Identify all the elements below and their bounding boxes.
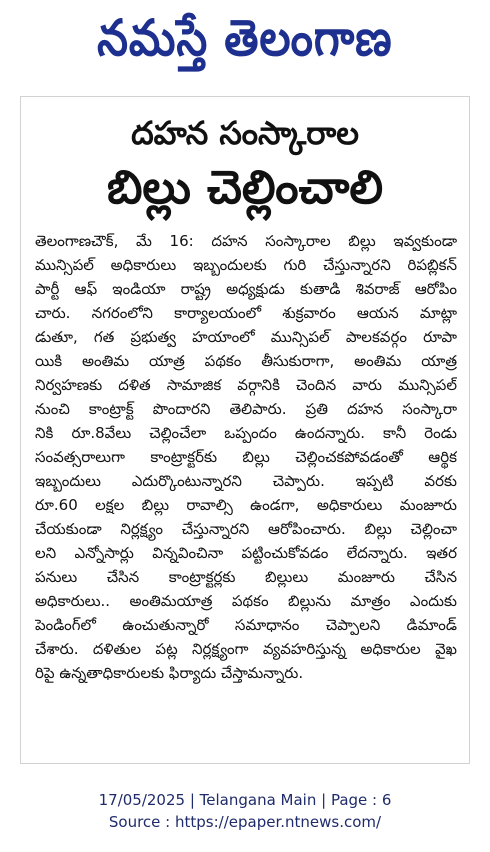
- body-line: నుంచి కాంట్రాక్ట్ పొందారని తెలిపారు. ప్రతి దహన సంస్కారా: [35, 400, 457, 418]
- body-line: రిపై ఉన్నతాధికారులకు ఫిర్యాదు చేస్తామన్నారు.: [35, 664, 304, 682]
- newspaper-masthead: [0, 0, 490, 80]
- body-line: యికి అంతిమ యాత్ర పథకం తీసుకురాగా, అంతిమ యాత్ర: [35, 352, 457, 370]
- body-line: సంవత్సరాలుగా కాంట్రాక్టర్‌కు బిల్లు చెల్లించకపోవడంతో ఆర్థిక: [35, 448, 457, 466]
- body-line: రూ.60 లక్షల బిల్లు రావాల్సి ఉండగా, అధికారులు మంజూరు: [35, 496, 457, 514]
- body-line: పార్టీ ఆఫ్ ఇండియా రాష్ట్ర అధ్యక్షుడు కుతాడి శివరాజ్ ఆరోపిం: [35, 280, 457, 298]
- source-link[interactable]: Source : https://epaper.ntnews.com/: [108, 813, 382, 831]
- headline-line-2: బిల్లు చెల్లించాలి: [106, 160, 384, 214]
- headline-line-1: దహన సంస్కారాల: [131, 114, 359, 152]
- body-line: చేశారు. దళితుల పట్ల నిర్లక్ష్యంగా వ్యవహరిస్తున్న అధికారుల వైఖ: [35, 640, 457, 658]
- body-line: చారు. నగరంలోని కార్యాలయంలో శుక్రవారం ఆయన మాట్లా: [35, 304, 457, 322]
- body-line: అధికారులు.. అంతిమయాత్ర పథకం బిల్లును మాత్రం ఎందుకు: [35, 592, 457, 610]
- body-line: లని ఎన్నోసార్లు విన్నవించినా పట్టించుకోవడం లేదన్నారు. ఇతర: [35, 544, 457, 562]
- masthead-logo-text: నమస్తే తెలంగాణ: [97, 9, 393, 67]
- edition-info: 17/05/2025 | Telangana Main | Page : 6: [98, 791, 392, 809]
- body-line: డుతూ, గత ప్రభుత్వ హయాంలో మున్సిపల్ పాలకవర్గం రూపా: [35, 328, 457, 346]
- article-body: [35, 229, 457, 685]
- body-line: నికి రూ.8వేలు చెల్లించేలా ఒప్పందం ఉందన్నారు. కానీ రెండు: [35, 424, 457, 442]
- body-line: చేయకుండా నిర్లక్ష్యం చేస్తున్నారని ఆరోపించారు. బిల్లు చెల్లించా: [35, 520, 457, 538]
- body-line: పనులు చేసిన కాంట్రాక్టర్లకు బిల్లులు మంజూరు చేసిన: [35, 568, 457, 586]
- body-line: ఇబ్బందులు ఎదుర్కొంటున్నారని చెప్పారు. ఇప్పటి వరకు: [35, 472, 457, 490]
- body-line: నిర్వహణకు దళిత సామాజిక వర్గానికి చెందిన వారు మున్సిపల్: [35, 376, 457, 394]
- body-line: పెండింగ్‌లో ఉంచుతున్నారో సమాధానం చెప్పాలని డిమాండ్: [35, 616, 457, 634]
- body-line: మున్సిపల్ అధికారులు ఇబ్బందులకు గురి చేస్తున్నారని రిపబ్లికన్: [35, 256, 457, 274]
- article-clipping: [20, 96, 470, 764]
- body-line: తెలంగాణచౌక్, మే 16: దహన సంస్కారాల బిల్లు ఇవ్వకుండా: [35, 232, 457, 250]
